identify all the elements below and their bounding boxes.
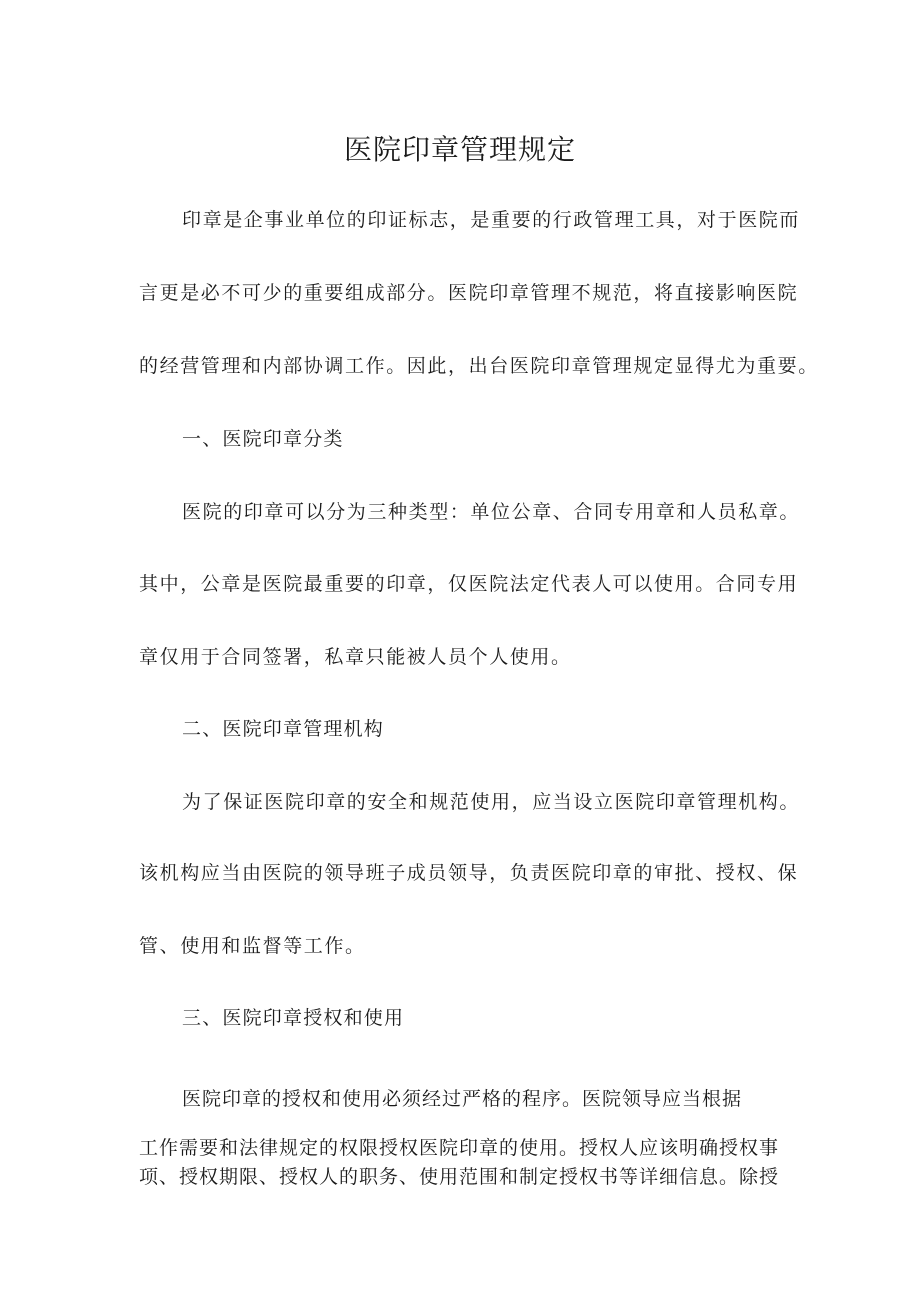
- paragraph-line: 医院的印章可以分为三种类型：单位公章、合同专用章和人员私章。: [182, 501, 801, 523]
- paragraph-line: 管、使用和监督等工作。: [139, 935, 366, 957]
- section-heading: 二、医院印章管理机构: [182, 718, 385, 740]
- paragraph-line: 医院印章的授权和使用必须经过严格的程序。医院领导应当根据: [182, 1088, 743, 1110]
- paragraph-line: 其中，公章是医院最重要的印章，仅医院法定代表人可以使用。合同专用: [139, 573, 799, 595]
- section-heading: 一、医院印章分类: [182, 428, 344, 450]
- paragraph-line: 项、授权期限、授权人的职务、使用范围和制定授权书等详细信息。除授: [139, 1166, 780, 1188]
- paragraph-line: 该机构应当由医院的领导班子成员领导，负责医院印章的审批、授权、保: [139, 862, 799, 884]
- paragraph-line: 言更是必不可少的重要组成部分。医院印章管理不规范，将直接影响医院: [139, 282, 799, 304]
- paragraph-line: 为了保证医院印章的安全和规范使用，应当设立医院印章管理机构。: [182, 791, 801, 813]
- section-heading: 三、医院印章授权和使用: [182, 1007, 405, 1029]
- paragraph-line: 的经营管理和内部协调工作。因此，出台医院印章管理规定显得尤为重要。: [139, 355, 819, 377]
- paragraph-line: 印章是企事业单位的印证标志，是重要的行政管理工具，对于医院而: [182, 209, 801, 231]
- paragraph-line: 章仅用于合同签署，私章只能被人员个人使用。: [139, 646, 572, 668]
- document-title: 医院印章管理规定: [343, 133, 576, 166]
- paragraph-line: 工作需要和法律规定的权限授权医院印章的使用。授权人应该明确授权事: [139, 1137, 780, 1159]
